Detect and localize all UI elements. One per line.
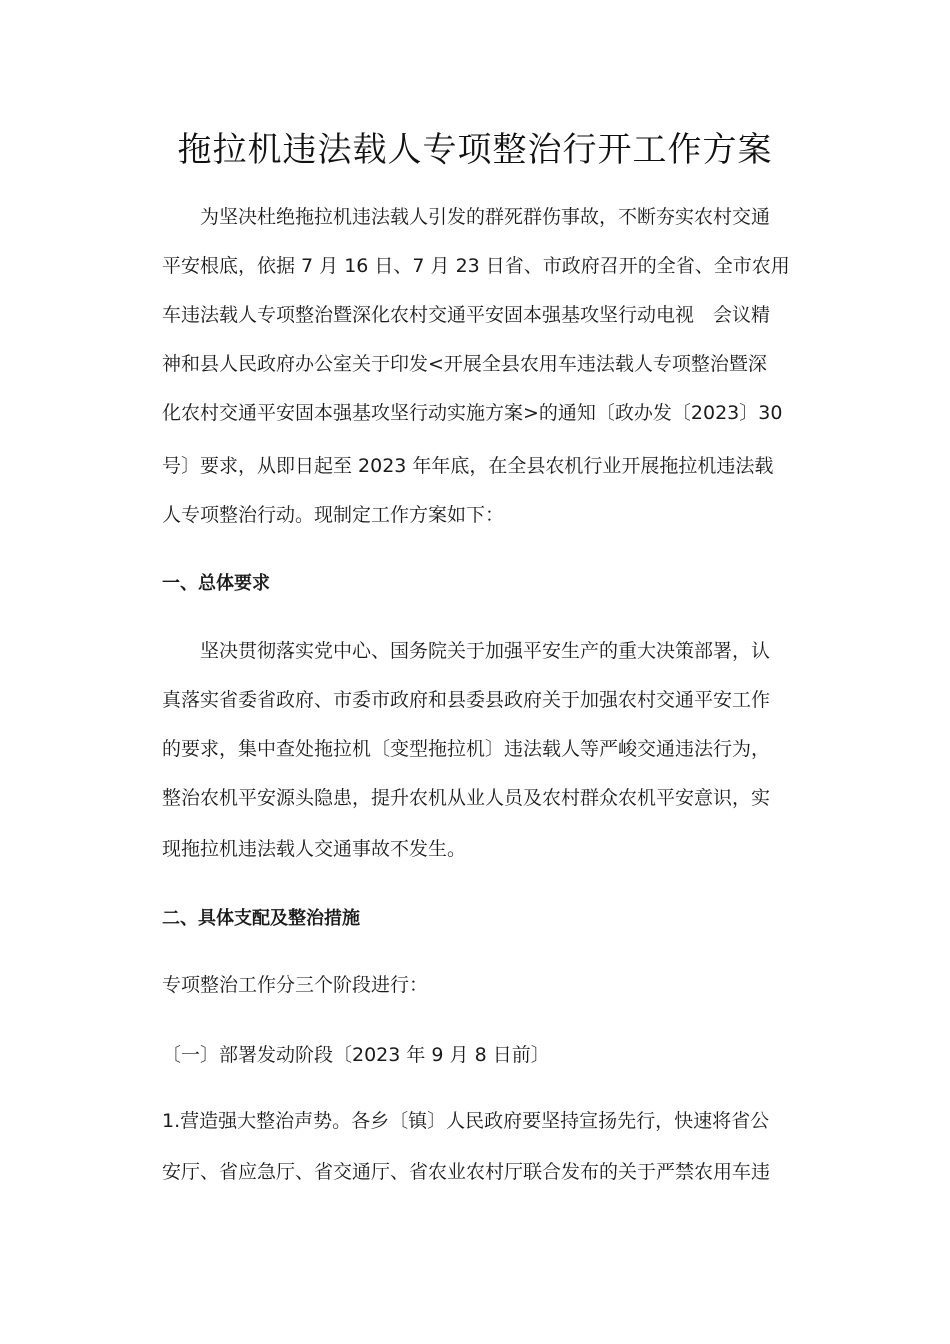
paragraph-line: 人专项整治行动。现制定工作方案如下： xyxy=(162,504,505,526)
paragraph-line: 车违法载人专项整治暨深化农村交通平安固本强基攻坚行动电视 会议精 xyxy=(162,304,771,326)
section-heading: 二、具体支配及整治措施 xyxy=(162,908,360,929)
paragraph-line: 专项整治工作分三个阶段进行： xyxy=(162,974,429,996)
paragraph-line: 1.营造强大整治声势。各乡〔镇〕人民政府要坚持宣扬先行，快速将省公 xyxy=(162,1110,770,1132)
paragraph-line: 号〕要求，从即日起至 2023 年年底，在全县农机行业开展拖拉机违法载 xyxy=(162,455,774,477)
paragraph-line: 现拖拉机违法载人交通事故不发生。 xyxy=(162,838,467,860)
subsection-heading: 〔一〕部署发动阶段〔2023 年 9 月 8 日前〕 xyxy=(162,1044,550,1066)
document-title: 拖拉机违法载人专项整治行开工作方案 xyxy=(177,130,773,170)
section-heading: 一、总体要求 xyxy=(162,573,270,594)
paragraph-line: 整治农机平安源头隐患，提升农机从业人员及农村群众农机平安意识，实 xyxy=(162,787,771,809)
paragraph-line: 安厅、省应急厅、省交通厅、省农业农村厅联合发布的关于严禁农用车违 xyxy=(162,1161,771,1183)
paragraph-line: 真落实省委省政府、市委市政府和县委县政府关于加强农村交通平安工作 xyxy=(162,689,771,711)
paragraph-line: 平安根底，依据 7 月 16 日、7 月 23 日省、市政府召开的全省、全市农用 xyxy=(162,255,790,277)
paragraph-line: 化农村交通平安固本强基攻坚行动实施方案>的通知〔政办发〔2023〕30 xyxy=(162,402,783,424)
paragraph-line: 神和县人民政府办公室关于印发<开展全县农用车违法载人专项整治暨深 xyxy=(162,353,767,375)
paragraph-line: 的要求，集中查处拖拉机〔变型拖拉机〕违法载人等严峻交通违法行为， xyxy=(162,738,771,760)
paragraph-line: 坚决贯彻落实党中心、国务院关于加强平安生产的重大决策部署，认 xyxy=(200,640,771,662)
paragraph-line: 为坚决杜绝拖拉机违法载人引发的群死群伤事故，不断夯实农村交通 xyxy=(200,206,771,228)
